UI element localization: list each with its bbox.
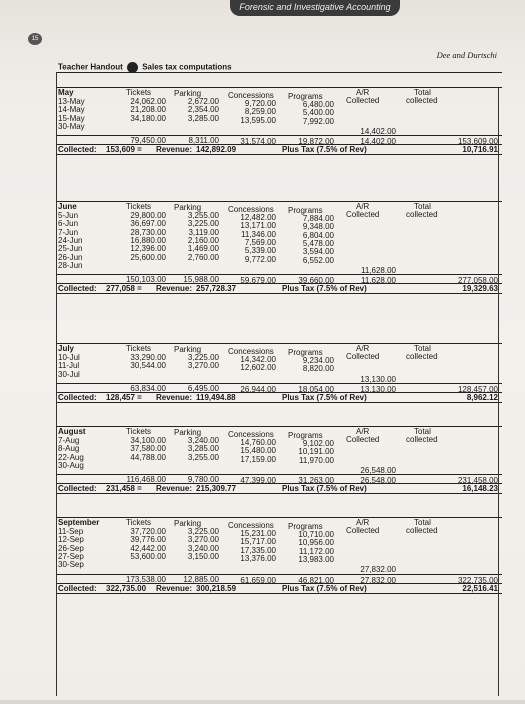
- collected-value: 231,458 =: [106, 484, 142, 494]
- cell-parking: 3,225.00: [187, 219, 219, 229]
- cell-concessions: 15,717.00: [240, 537, 276, 547]
- cell-tickets: 37,580.00: [130, 444, 166, 454]
- cell-concessions: 13,171.00: [240, 221, 276, 231]
- cell-parking: 1,469.00: [187, 244, 219, 254]
- col-header-parking: Parking: [174, 519, 202, 528]
- cell-tickets: 42,442.00: [130, 543, 166, 553]
- cell-tickets: 53,600.00: [130, 551, 166, 561]
- month-name: September: [58, 518, 100, 527]
- cell-programs: 3,594.00: [302, 247, 334, 257]
- total-concessions: 61,659.00: [240, 575, 276, 585]
- total-parking: 8,311.00: [188, 136, 219, 146]
- cell-tickets: 33,290.00: [130, 353, 166, 362]
- col-header-concessions: Concessions: [228, 521, 274, 530]
- col-header-total: Total: [414, 344, 431, 353]
- total-concessions: 26,944.00: [240, 384, 276, 394]
- cell-parking: 2,160.00: [187, 235, 219, 245]
- total-programs: 39,660.00: [298, 276, 334, 286]
- cell-tickets: 21,208.00: [130, 105, 166, 115]
- col-header-ar: A/R: [356, 518, 370, 527]
- cell-ar: 13,130.00: [360, 374, 396, 384]
- cell-ar: 27,832.00: [360, 565, 396, 575]
- tax-label: Plus Tax (7.5% of Rev): [282, 583, 367, 593]
- total-ar: 14,402.00: [360, 137, 396, 147]
- collected-label: Collected:: [58, 583, 97, 593]
- total-concessions: 47,399.00: [240, 476, 276, 486]
- cell-programs: 5,478.00: [302, 238, 334, 248]
- cell-programs: 11,970.00: [299, 455, 334, 465]
- cell-tickets: 29,800.00: [130, 211, 166, 220]
- col-header-programs: Programs: [288, 431, 323, 440]
- revenue-value: 119,494.88: [196, 392, 236, 402]
- cell-parking: 3,240.00: [187, 436, 219, 445]
- cell-programs: 9,234.00: [302, 356, 334, 365]
- revenue-label: Revenue:: [156, 392, 193, 402]
- month-divider: [56, 201, 502, 202]
- month-name: May: [58, 88, 74, 97]
- collected-label: Collected:: [58, 484, 97, 494]
- cell-programs: 7,992.00: [302, 116, 334, 126]
- tax-label: Plus Tax (7.5% of Rev): [282, 284, 367, 294]
- cell-ar: 14,402.00: [360, 126, 396, 136]
- row-date: 22-Aug: [58, 452, 84, 462]
- row-date: 14-May: [58, 105, 85, 115]
- cell-tickets: 25,600.00: [130, 252, 166, 262]
- cell-programs: 9,102.00: [302, 439, 334, 448]
- revenue-value: 300,218.59: [196, 583, 237, 593]
- book-title-banner: Forensic and Investigative Accounting: [230, 0, 400, 16]
- revenue-label: Revenue:: [156, 284, 193, 294]
- row-date: 26-Jun: [58, 252, 83, 262]
- total-ar: 13,130.00: [360, 384, 396, 394]
- block-bottom-rule: [56, 154, 502, 155]
- tax-label: Plus Tax (7.5% of Rev): [282, 392, 367, 402]
- total-parking: 6,495.00: [187, 383, 219, 393]
- cell-concessions: 15,480.00: [240, 446, 276, 456]
- cell-parking: 3,255.00: [187, 452, 219, 462]
- total-tickets: 173,538.00: [125, 574, 166, 584]
- col-header-collected: Collected: [346, 526, 380, 535]
- total-concessions: 31,574.00: [240, 137, 276, 147]
- col-header-programs: Programs: [288, 348, 323, 357]
- col-header-total-collected: collected: [406, 210, 438, 219]
- row-date: 13-May: [58, 97, 85, 106]
- col-header-total-collected: collected: [406, 96, 438, 105]
- cell-parking: 2,760.00: [187, 252, 219, 262]
- cell-concessions: 17,159.00: [240, 454, 276, 464]
- col-header-ar: A/R: [356, 427, 370, 436]
- cell-concessions: 5,339.00: [244, 246, 276, 256]
- block-bottom-rule: [56, 493, 502, 494]
- row-date: 7-Jun: [58, 227, 79, 237]
- tax-value: 8,962.12: [466, 392, 498, 402]
- cell-parking: 3,270.00: [187, 535, 219, 545]
- revenue-label: Revenue:: [156, 583, 193, 593]
- col-header-concessions: Concessions: [228, 205, 274, 214]
- col-header-collected: Collected: [346, 352, 380, 361]
- total-programs: 18,054.00: [298, 384, 334, 394]
- cell-programs: 9,348.00: [302, 222, 334, 232]
- row-date: 26-Sep: [58, 543, 84, 553]
- total-collected: 153,609.00: [457, 137, 498, 147]
- total-ar: 27,832.00: [360, 575, 396, 585]
- cell-parking: 2,672.00: [187, 97, 219, 106]
- row-date: 11-Jul: [58, 361, 80, 371]
- month-divider: [56, 426, 502, 427]
- collected-label: Collected:: [58, 145, 97, 155]
- row-date: 12-Sep: [58, 535, 84, 545]
- row-date: 11-Sep: [58, 527, 84, 536]
- total-programs: 46,821.00: [298, 575, 334, 585]
- row-date: 25-Jun: [58, 244, 83, 254]
- cell-parking: 3,119.00: [188, 227, 219, 237]
- col-header-parking: Parking: [174, 89, 202, 98]
- cell-parking: 3,285.00: [187, 113, 219, 123]
- collected-value: 322,735.00: [106, 583, 147, 593]
- col-header-concessions: Concessions: [228, 91, 274, 100]
- col-header-tickets: Tickets: [126, 202, 152, 211]
- cell-concessions: 14,342.00: [240, 355, 276, 364]
- cell-concessions: 14,760.00: [240, 438, 276, 447]
- cell-parking: 3,255.00: [187, 211, 219, 220]
- col-header-ar: A/R: [356, 88, 370, 97]
- col-header-parking: Parking: [174, 345, 202, 354]
- cell-concessions: 7,569.00: [244, 237, 276, 247]
- cell-concessions: 13,376.00: [240, 553, 276, 563]
- cell-programs: 10,710.00: [298, 530, 334, 539]
- cell-parking: 3,270.00: [187, 361, 219, 371]
- col-header-tickets: Tickets: [126, 518, 152, 527]
- revenue-value: 257,728.37: [196, 284, 237, 294]
- row-date: 5-Jun: [58, 211, 79, 220]
- cell-programs: 6,480.00: [302, 100, 334, 109]
- col-header-total: Total: [414, 202, 431, 211]
- row-date: 30-Jul: [58, 369, 80, 379]
- cell-tickets: 28,730.00: [130, 227, 166, 237]
- cell-parking: 3,150.00: [187, 551, 219, 561]
- author-line: Dee and Durtschi: [436, 50, 497, 60]
- total-ar: 11,628.00: [361, 276, 396, 286]
- month-name: June: [58, 202, 77, 211]
- col-header-concessions: Concessions: [228, 347, 274, 356]
- row-date: 30-May: [58, 121, 85, 131]
- cell-tickets: 34,100.00: [130, 436, 166, 445]
- cell-programs: 10,191.00: [298, 447, 334, 457]
- col-header-total: Total: [414, 427, 431, 436]
- right-border: [498, 88, 499, 696]
- collected-value: 128,457 =: [106, 392, 142, 402]
- cell-programs: 5,400.00: [302, 108, 334, 118]
- month-name: August: [58, 427, 86, 436]
- col-header-programs: Programs: [288, 206, 323, 215]
- total-collected: 277,058.00: [457, 276, 498, 286]
- cell-parking: 3,225.00: [187, 527, 219, 536]
- cell-tickets: 16,880.00: [130, 235, 166, 245]
- col-header-ar: A/R: [356, 202, 370, 211]
- cell-parking: 3,240.00: [187, 543, 219, 553]
- cell-concessions: 9,772.00: [244, 254, 276, 264]
- cell-tickets: 37,720.00: [130, 527, 166, 536]
- cell-concessions: 12,602.00: [240, 363, 276, 373]
- col-header-total-collected: collected: [406, 352, 438, 361]
- total-programs: 31,263.00: [298, 476, 334, 486]
- block-bottom-rule: [56, 402, 502, 403]
- cell-ar: 26,548.00: [360, 465, 396, 475]
- col-header-tickets: Tickets: [126, 344, 152, 353]
- row-date: 30-Aug: [58, 460, 84, 470]
- total-collected: 322,735.00: [457, 575, 498, 585]
- col-header-programs: Programs: [288, 522, 323, 531]
- cell-programs: 6,552.00: [302, 255, 334, 265]
- row-date: 8-Aug: [58, 444, 80, 454]
- cell-parking: 3,225.00: [187, 353, 219, 362]
- total-tickets: 63,834.00: [130, 383, 166, 393]
- month-name: July: [58, 344, 75, 353]
- revenue-label: Revenue:: [156, 484, 193, 494]
- col-header-concessions: Concessions: [228, 430, 274, 439]
- col-header-programs: Programs: [288, 92, 323, 101]
- total-ar: 26,548.00: [360, 476, 396, 486]
- cell-tickets: 24,062.00: [130, 97, 166, 106]
- cell-tickets: 44,788.00: [130, 452, 166, 462]
- page-number-badge: 15: [28, 33, 42, 45]
- row-date: 28-Jun: [58, 260, 83, 270]
- cell-concessions: 15,231.00: [240, 529, 276, 538]
- cell-tickets: 30,544.00: [130, 361, 166, 371]
- cell-concessions: 8,259.00: [244, 107, 276, 117]
- revenue-label: Revenue:: [156, 145, 193, 155]
- cell-concessions: 11,346.00: [241, 229, 276, 239]
- collected-value: 153,609 =: [106, 145, 142, 155]
- total-programs: 19,872.00: [298, 137, 334, 147]
- cell-tickets: 12,396.00: [130, 244, 166, 254]
- collected-value: 277,058 =: [106, 284, 142, 294]
- row-date: 27-Sep: [58, 551, 84, 561]
- col-header-collected: Collected: [346, 96, 380, 105]
- collected-label: Collected:: [58, 284, 97, 294]
- cell-tickets: 34,180.00: [130, 113, 166, 123]
- tax-label: Plus Tax (7.5% of Rev): [282, 484, 367, 494]
- month-divider: [56, 343, 502, 344]
- cell-concessions: 13,595.00: [240, 115, 276, 125]
- total-parking: 9,780.00: [187, 475, 219, 485]
- total-tickets: 79,450.00: [130, 136, 166, 146]
- cell-concessions: 9,720.00: [244, 99, 276, 108]
- row-date: 7-Aug: [58, 436, 80, 445]
- col-header-parking: Parking: [174, 203, 202, 212]
- col-header-collected: Collected: [346, 435, 380, 444]
- total-parking: 15,988.00: [183, 275, 219, 285]
- total-collected: 128,457.00: [457, 384, 498, 394]
- revenue-value: 215,309.77: [196, 484, 237, 494]
- cell-parking: 3,285.00: [187, 444, 219, 454]
- col-header-tickets: Tickets: [126, 88, 152, 97]
- cell-tickets: 39,776.00: [130, 535, 166, 545]
- block-bottom-rule: [56, 593, 502, 594]
- col-header-collected: Collected: [346, 210, 380, 219]
- block-bottom-rule: [56, 293, 502, 294]
- top-border: [56, 72, 502, 73]
- cell-programs: 6,804.00: [302, 230, 334, 240]
- cell-tickets: 36,697.00: [130, 219, 166, 229]
- cell-concessions: 17,335.00: [240, 545, 276, 555]
- cell-programs: 13,983.00: [298, 554, 334, 564]
- total-parking: 12,885.00: [183, 574, 219, 584]
- col-header-total: Total: [414, 518, 431, 527]
- month-divider: [56, 517, 502, 518]
- total-tickets: 150,103.00: [125, 275, 166, 285]
- handout-subtitle: Sales tax computations: [142, 62, 232, 72]
- total-concessions: 59,679.00: [240, 276, 276, 286]
- col-header-total: Total: [414, 88, 431, 97]
- tax-value: 16,148.23: [462, 484, 498, 494]
- col-header-total-collected: collected: [406, 435, 438, 444]
- tax-value: 10,716.91: [462, 145, 498, 155]
- col-header-ar: A/R: [356, 344, 370, 353]
- month-divider: [56, 87, 502, 88]
- left-border: [56, 72, 57, 696]
- row-date: 6-Jun: [58, 219, 79, 229]
- col-header-parking: Parking: [174, 428, 202, 437]
- sales-tax-spreadsheet: [56, 60, 502, 704]
- cell-programs: 7,884.00: [302, 214, 334, 223]
- tax-value: 19,329.63: [462, 284, 498, 294]
- row-date: 10-Jul: [58, 353, 80, 362]
- row-date: 24-Jun: [58, 235, 83, 245]
- handout-title-text: Teacher Handout: [58, 62, 123, 72]
- total-collected: 231,458.00: [457, 476, 498, 486]
- row-date: 15-May: [58, 113, 85, 123]
- cell-programs: 8,820.00: [302, 364, 334, 374]
- cell-concessions: 12,482.00: [240, 213, 276, 222]
- tax-label: Plus Tax (7.5% of Rev): [282, 145, 367, 155]
- tax-value: 22,516.41: [462, 583, 498, 593]
- cell-programs: 10,956.00: [298, 538, 334, 548]
- col-header-tickets: Tickets: [126, 427, 152, 436]
- cell-programs: 11,172.00: [299, 546, 334, 556]
- cell-parking: 2,354.00: [187, 105, 219, 115]
- collected-label: Collected:: [58, 392, 97, 402]
- cell-ar: 11,628.00: [361, 265, 396, 275]
- revenue-value: 142,892.09: [196, 145, 237, 155]
- col-header-total-collected: collected: [406, 526, 438, 535]
- row-date: 30-Sep: [58, 560, 84, 570]
- total-tickets: 116,468.00: [126, 475, 166, 485]
